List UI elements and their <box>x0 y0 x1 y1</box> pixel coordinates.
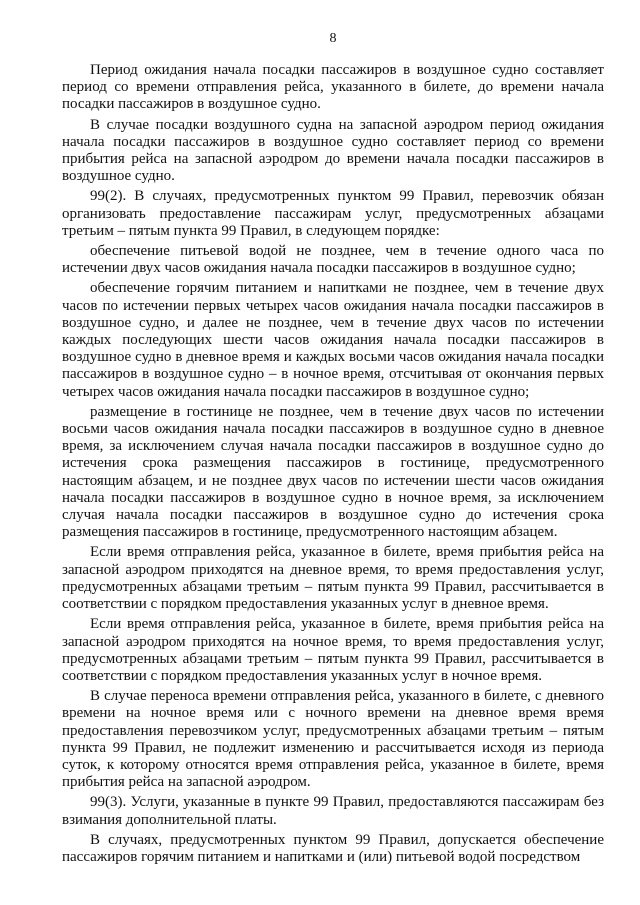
paragraph-hot-meals: обеспечение горячим питанием и напитками не позднее, чем в течение двух часов по истечении первых четырех часов ожидания начала посадки пассажиров в воздушное судно, и далее не позднее, чем в течение двух часов по истечении каждых последующих шести часов ожидания начала посадки пассажиров в воздушное судно в дневное время и каждых восьми часов ожидания начала посадки пассажиров в воздушное судно – в ночное время, отсчитывая от окончания первых четырех часов ожидания начала посадки пассажиров в воздушное судно; <box>62 280 604 400</box>
paragraph-nighttime: Если время отправления рейса, указанное в билете, время прибытия рейса на запасной аэродром приходятся на ночное время, то время предоставления услуг, предусмотренных абзацами третьим – пятым пункта 99 Правил, рассчитывается в соответствии с порядком предоставления указанных услуг в ночное время. <box>62 616 604 684</box>
paragraph-hot-meals-means: В случаях, предусмотренных пунктом 99 Правил, допускается обеспечение пассажиров горячим питанием и напитками и (или) питьевой водой посредством <box>62 831 604 865</box>
paragraph-time-shift: В случае переноса времени отправления рейса, указанного в билете, с дневного времени на ночное время или с ночного времени на дневное время время предоставления перевозчиком услуг, предусмотренных абзацами третьим – пятым пункта 99 Правил, не подлежит изменению и рассчитывается исходя из периода суток, к которому относятся время отправления рейса, указанное в билете, время прибытия рейса на запасной аэродром. <box>62 688 604 791</box>
paragraph-waiting-period: Период ожидания начала посадки пассажиров в воздушное судно составляет период со времени отправления рейса, указанного в билете, до времени начала посадки пассажиров в воздушное судно. <box>62 62 604 113</box>
paragraph-99-2: 99(2). В случаях, предусмотренных пунктом 99 Правил, перевозчик обязан организовать предоставление пассажирам услуг, предусмотренных абзацами третьим – пятым пункта 99 Правил, в следующем порядке: <box>62 188 604 239</box>
paragraph-99-3: 99(3). Услуги, указанные в пункте 99 Правил, предоставляются пассажирам без взимания дополнительной платы. <box>62 794 604 828</box>
paragraph-drinking-water: обеспечение питьевой водой не позднее, чем в течение одного часа по истечении двух часов ожидания начала посадки пассажиров в воздушное судно; <box>62 243 604 277</box>
paragraph-hotel: размещение в гостинице не позднее, чем в течение двух часов по истечении восьми часов ожидания начала посадки пассажиров в воздушное судно в дневное время, за исключением случая начала посадки пассажиров в воздушное судно до истечения срока размещения пассажиров в гостинице, предусмотренного настоящим абзацем, и не позднее двух часов по истечении шести часов ожидания начала посадки пассажиров в воздушное судно в ночное время, за исключением случая начала посадки пассажиров в воздушное судно до истечения срока размещения пассажиров в гостинице, предусмотренного настоящим абзацем. <box>62 403 604 541</box>
paragraph-alternate-aerodrome: В случае посадки воздушного судна на запасной аэродром период ожидания начала посадки пассажиров в воздушное судно составляет период со времени прибытия рейса на запасной аэродром до времени начала посадки пассажиров в воздушное судно. <box>62 116 604 185</box>
page-number: 8 <box>329 31 337 46</box>
paragraph-daytime: Если время отправления рейса, указанное в билете, время прибытия рейса на запасной аэродром приходятся на дневное время, то время предоставления услуг, предусмотренных абзацами третьим – пятым пункта 99 Правил, рассчитывается в соответствии с порядком предоставления указанных услуг в дневное время. <box>62 544 604 613</box>
